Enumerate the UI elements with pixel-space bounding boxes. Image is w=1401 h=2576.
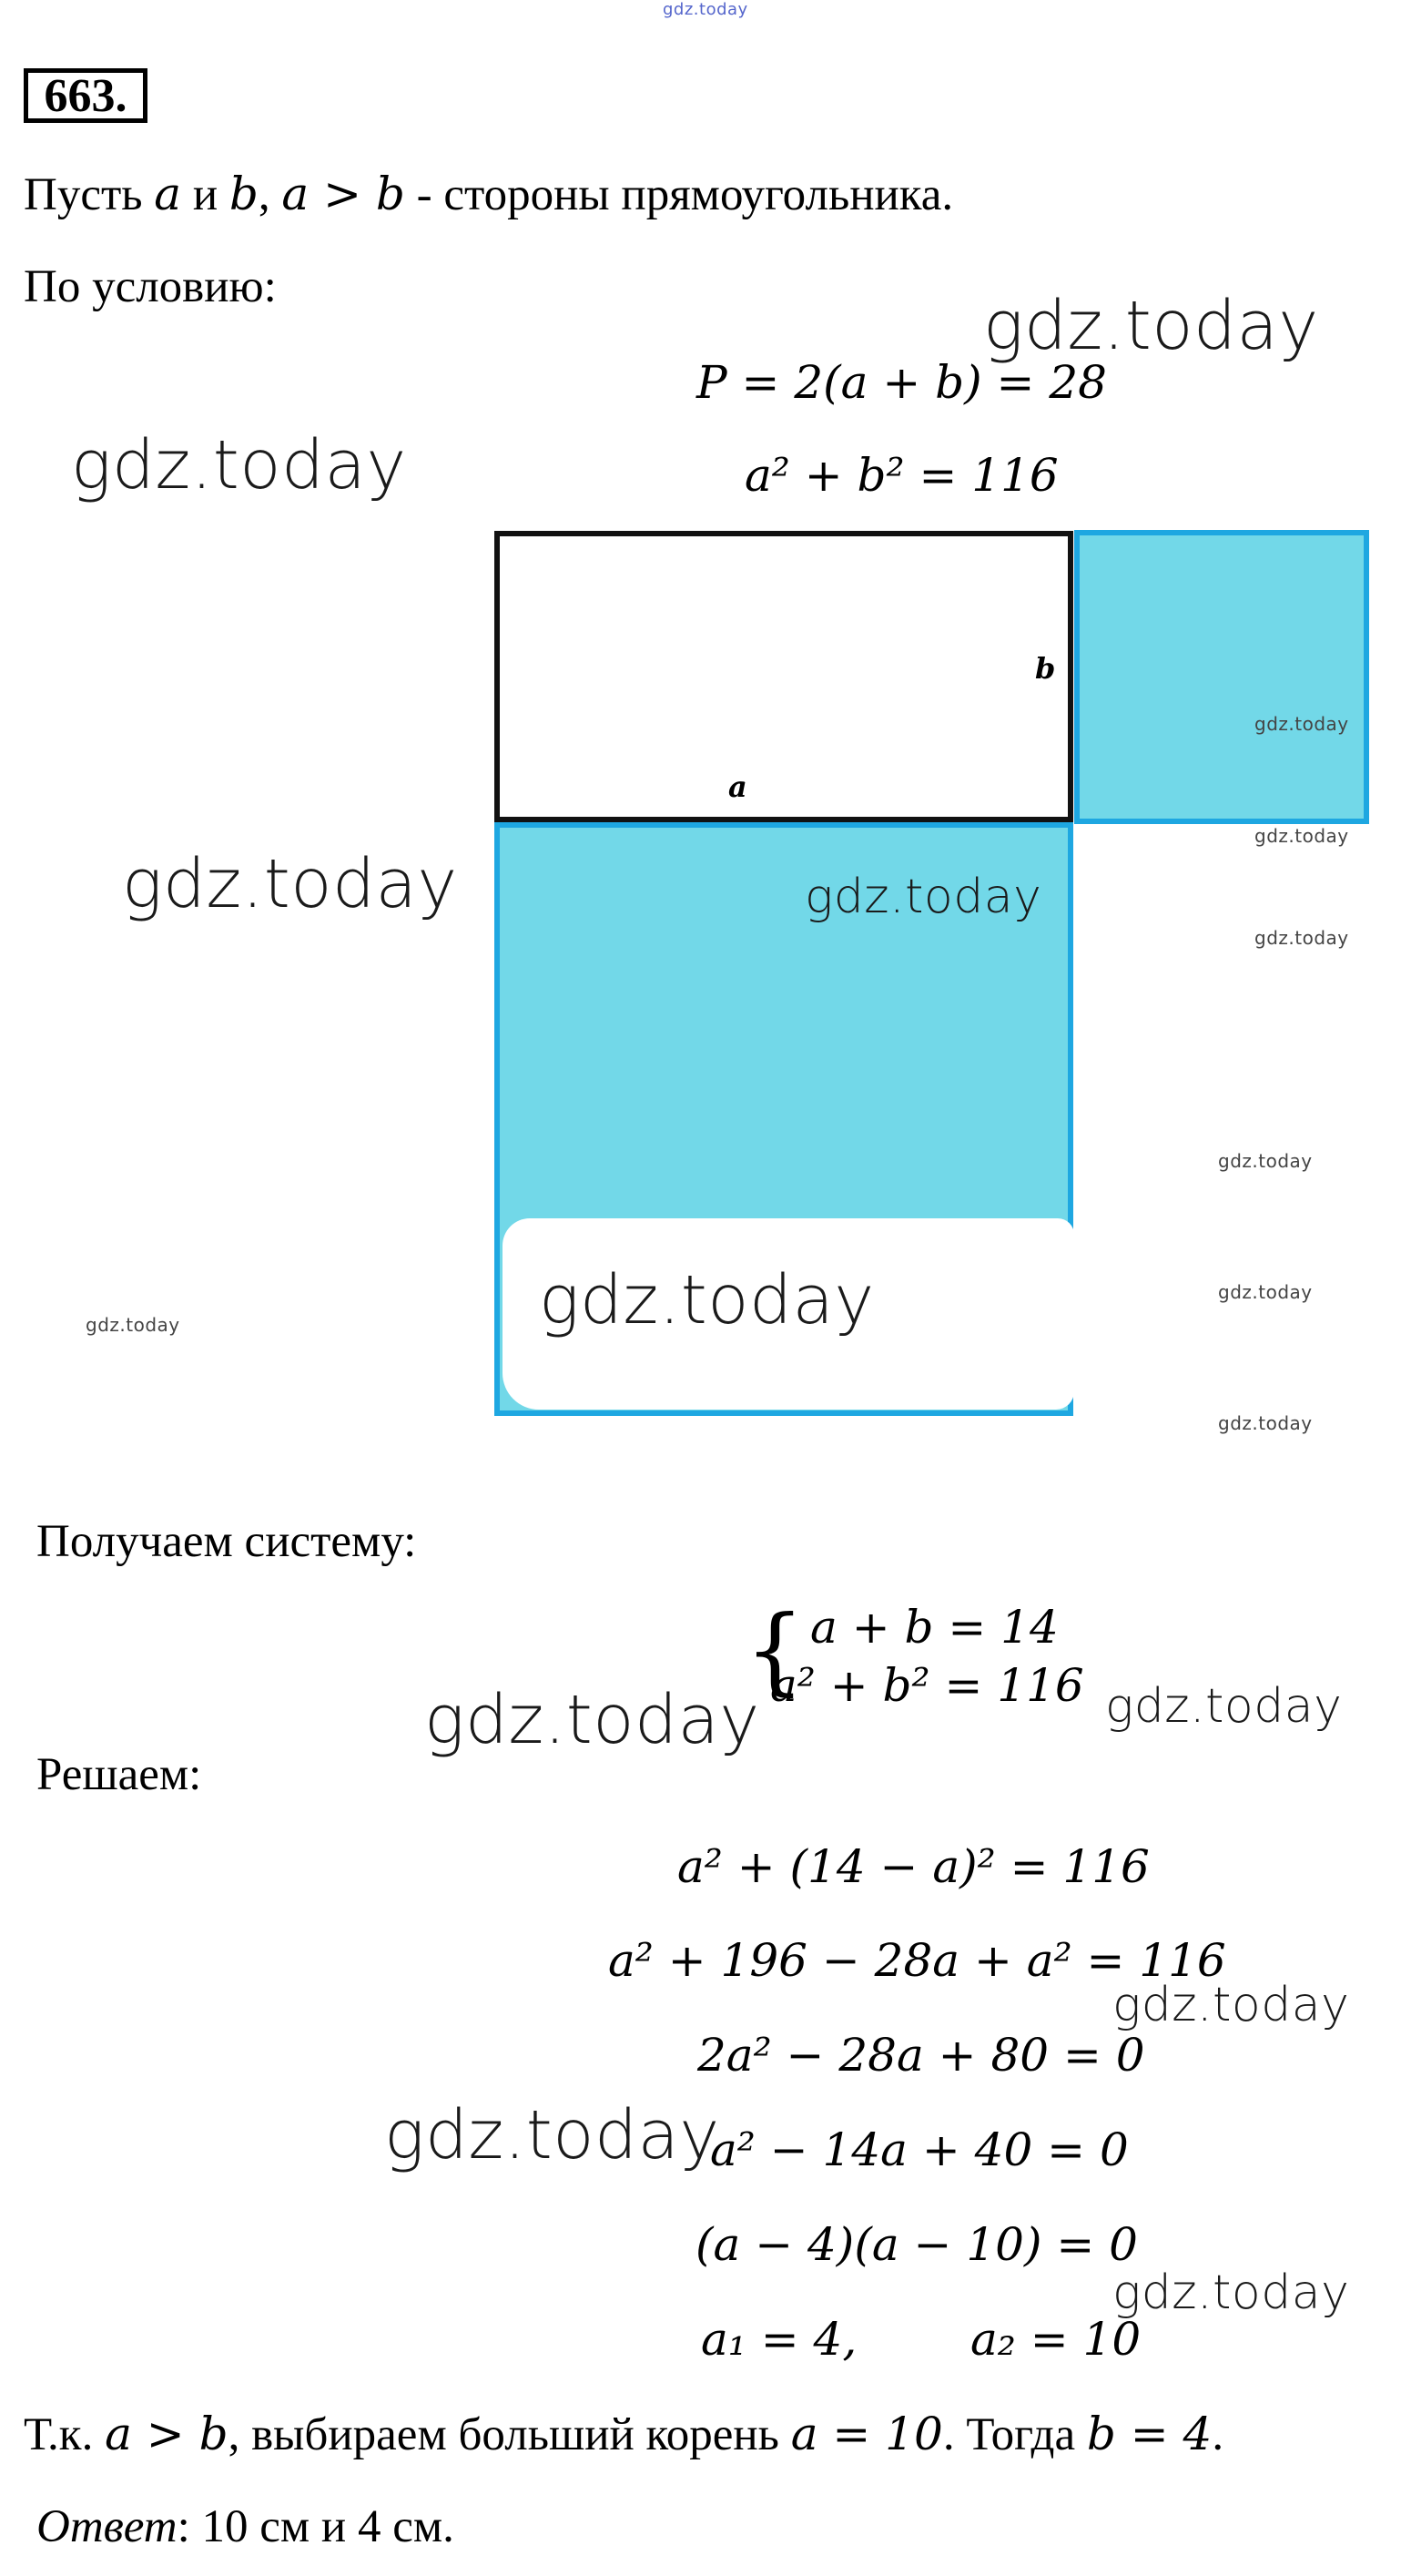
rectangle-ab [494,531,1073,822]
watermark: gdz.today [1218,1150,1313,1172]
answer-line [36,2501,454,2552]
watermark: gdz.today [71,426,407,504]
perimeter-equation: P = 2(a + b) = 28 [696,356,1107,409]
label-b: b [1035,651,1056,686]
watermark: gdz.today [1105,1679,1343,1734]
system-brace: { [745,1594,806,1705]
watermark: gdz.today [384,2096,720,2174]
squares-equation: a² + b² = 116 [745,449,1059,502]
step-4: a² − 14a + 40 = 0 [710,2123,1129,2176]
watermark: gdz.today [424,1681,760,1759]
get-system-label: Получаем систему: [36,1516,417,1567]
watermark: gdz.today [122,845,458,923]
watermark: gdz.today [1112,2265,1350,2320]
watermark: gdz.today [1112,1978,1350,2032]
answer-label: Ответ [36,2501,178,2552]
intro-mid: и [181,169,229,220]
watermark: gdz.today [983,287,1319,365]
conclusion-mid: , выбираем больший корень [228,2409,791,2460]
conclusion-end: . [1212,2409,1224,2460]
intro-line [24,168,954,220]
conclusion-root: a = 10 [790,2408,943,2460]
watermark: gdz.today [1254,927,1349,949]
root-2: a₂ = 10 [970,2313,1142,2366]
conclusion-line [24,2408,1224,2460]
step-1: a² + (14 − a)² = 116 [677,1840,1150,1893]
by-condition-label: По условию: [24,261,277,312]
intro-prefix: Пусть [24,169,155,220]
watermark: gdz.today [805,870,1042,924]
answer-text: : 10 см и 4 см. [177,2501,454,2552]
watermark: gdz.today [1254,713,1349,735]
intro-condition: a > b [281,168,405,220]
system-eq-2: a² + b² = 116 [770,1659,1084,1712]
watermark: gdz.today [1218,1412,1313,1434]
watermark: gdz.today [1254,825,1349,847]
square-b [1074,530,1369,824]
conclusion-b-value: b = 4 [1086,2408,1213,2460]
watermark-top: gdz.today [663,0,748,19]
step-3: 2a² − 28a + 80 = 0 [697,2029,1145,2082]
conclusion-condition: a > b [105,2408,228,2460]
conclusion-prefix: Т.к. [24,2409,106,2460]
intro-suffix: - стороны прямоугольника. [404,169,954,220]
watermark: gdz.today [539,1261,875,1339]
var-b: b [228,168,259,220]
step-5: (a − 4)(a − 10) = 0 [695,2218,1138,2271]
system-eq-1: a + b = 14 [810,1601,1059,1654]
root-1: a₁ = 4, [701,2313,858,2366]
solve-label: Решаем: [36,1749,202,1800]
label-a: a [728,769,747,804]
conclusion-then: . Тогда [942,2409,1087,2460]
step-2: a² + 196 − 28a + a² = 116 [608,1934,1226,1987]
watermark: gdz.today [86,1314,180,1336]
var-a: a [154,168,182,220]
problem-number: 663. [24,68,147,123]
watermark: gdz.today [1218,1281,1313,1303]
intro-comma: , [258,169,282,220]
